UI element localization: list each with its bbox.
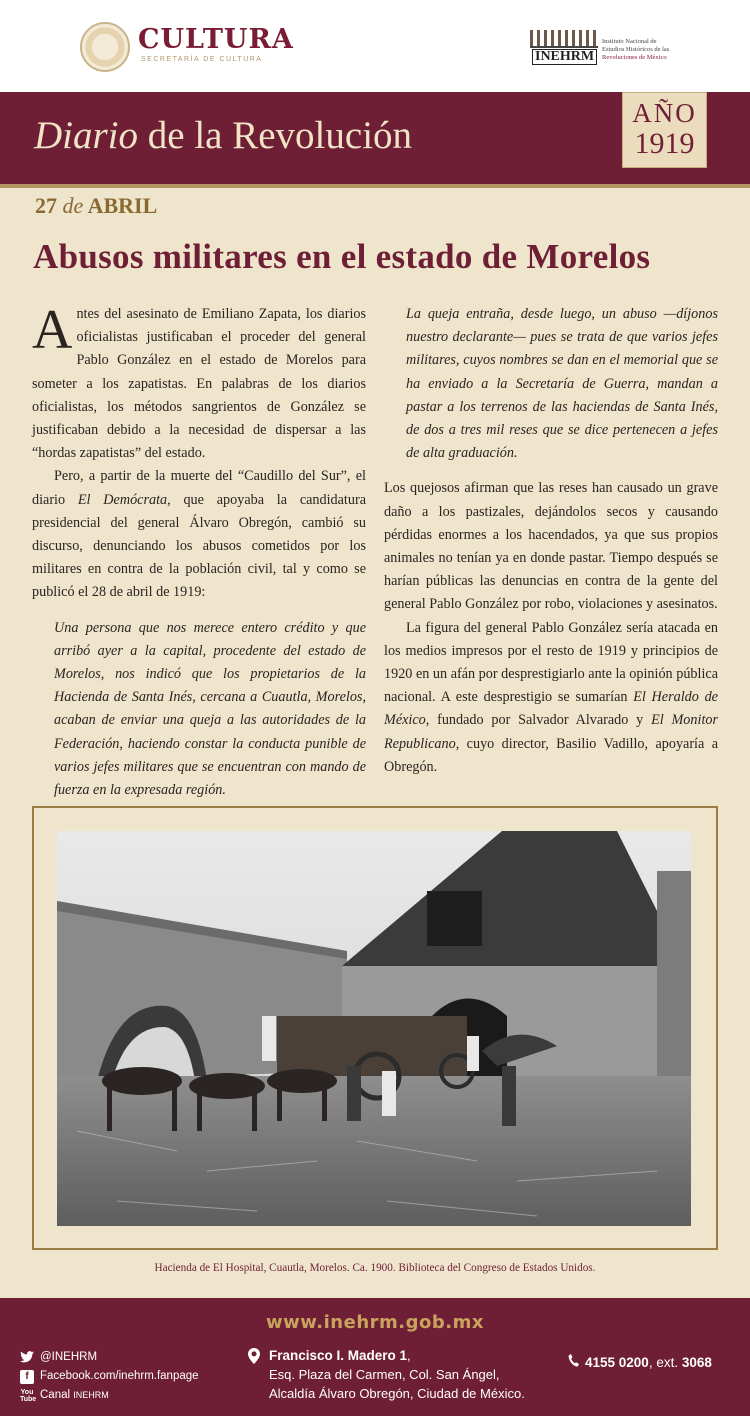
quote-2: La queja entraña, desde luego, un abuso —díjonos nuestro declarante— pues se trata de que varios jefes militares, cuyos nombres se dan en el memorial que se ha enviado a la Secretaría de Guerra, mandan a pastar a los terrenos de las haciendas de Santa Inés, de dos a tres mil reses que se dice pertenecen a jefes de alta graduación. bbox=[406, 306, 718, 462]
paragraph-4-c: , cuyo director, Basilio Vadillo, apoyaría a Obregón. bbox=[384, 735, 718, 775]
paragraph-3: Los quejosos afirman que las reses han causado un grave daño a los pastizales, dejándolos secos y causando pérdidas enormes a los hacendados, ya que sus propios animales no tenían ya en donde pastar. Tiempo después se harían públicas las denuncias en contra de la gente del general Pablo González por robo, violaciones y asesinatos. bbox=[384, 480, 718, 613]
paragraph-4-a: La figura del general Pablo González sería atacada en los medios impresos por el resto de 1919 y principios de 1920 en un afán por desprestigiarlo ante la opinión pública nacional. A este desprestigio se sumarían bbox=[384, 619, 718, 706]
cultura-logo-subtitle: SECRETARÍA DE CULTURA bbox=[141, 56, 263, 63]
newspaper-name: El Heraldo de México bbox=[384, 689, 718, 729]
facebook-url: Facebook.com/inehrm.fanpage bbox=[40, 1370, 199, 1382]
youtube-icon: You Tube bbox=[20, 1388, 37, 1403]
youtube-link[interactable] bbox=[20, 1386, 199, 1405]
phone-number[interactable] bbox=[568, 1354, 712, 1370]
phone-ext-label: , ext. bbox=[648, 1355, 679, 1370]
inehrm-line-3: Revoluciones de México bbox=[602, 54, 667, 61]
banner-divider bbox=[0, 184, 750, 188]
youtube-channel: INEHRM bbox=[73, 1390, 109, 1400]
building-icon bbox=[530, 30, 598, 48]
seal-icon bbox=[80, 22, 130, 72]
address-line-1: Francisco I. Madero 1, bbox=[269, 1348, 411, 1363]
twitter-link[interactable] bbox=[20, 1348, 199, 1367]
entry-date bbox=[35, 193, 157, 219]
location-pin-icon bbox=[248, 1348, 260, 1364]
facebook-link[interactable] bbox=[20, 1367, 199, 1386]
inehrm-description bbox=[602, 38, 712, 62]
youtube-label: Canal bbox=[40, 1389, 71, 1401]
newspaper-name: El Monitor Republicano bbox=[384, 712, 718, 752]
photo-caption: Hacienda de El Hospital, Cuautla, Morelos. Ca. 1900. Biblioteca del Congreso de Estados Unidos. bbox=[154, 1262, 596, 1274]
address-line-3: Alcaldía Álvaro Obregón, Ciudad de México. bbox=[269, 1386, 525, 1401]
phone-ext: 3068 bbox=[681, 1355, 712, 1370]
cultura-logo-text: CULTURA bbox=[138, 24, 294, 55]
paragraph-2-b: , que apoyaba la candidatura presidencial del general Álvaro Obregón, cambió su discurso, denunciando los abusos cometidos por los militares en contra de la población civil, tal y como se publicó el 28 de abril de 1919: bbox=[32, 491, 366, 601]
paragraph-1-text: ntes del asesinato de Emiliano Zapata, los diarios oficialistas justificaban el proceder del general Pablo González en el estado de Morelos para someter a los zapatistas. En palabras de los diarios oficialistas, los métodos sangrientos de González se justificaban debido a la necesidad de dispersar a las “hordas zapatistas” del estado. bbox=[32, 306, 366, 462]
article-column-2 bbox=[384, 303, 718, 779]
phone-icon bbox=[568, 1354, 579, 1370]
paragraph-4 bbox=[384, 617, 718, 779]
address-name: Francisco I. Madero 1 bbox=[269, 1348, 408, 1363]
publication-title-rest: de la Revolución bbox=[138, 114, 413, 157]
paragraph-2 bbox=[32, 465, 366, 604]
phone-main: 4155 0200 bbox=[585, 1355, 649, 1370]
quote-1: Una persona que nos merece entero crédito y que arribó ayer a la capital, procedente del estado de Morelos, nos indicó que los propietarios de la Hacienda de Santa Inés, cercana a Cuautla, Morelos, acaban de enviar una queja a las autoridades de la Federación, haciendo constar la conducta punible de varios jefes militares que se encuentran con mando de fuerza en la expresada región. bbox=[54, 619, 366, 799]
article-column-1 bbox=[32, 299, 366, 802]
newspaper-name: El Demócrata bbox=[77, 491, 168, 508]
hacienda-photo bbox=[57, 831, 691, 1226]
twitter-handle: @INEHRM bbox=[40, 1351, 98, 1363]
inehrm-logo bbox=[530, 30, 598, 64]
article-headline: Abusos militares en el estado de Morelos bbox=[33, 237, 651, 276]
year-value: 1919 bbox=[634, 127, 695, 160]
date-de: de bbox=[62, 193, 84, 218]
address bbox=[248, 1346, 525, 1403]
publication-title bbox=[34, 113, 412, 158]
year-label: AÑO bbox=[632, 98, 697, 128]
paragraph-2-a: Pero, a partir de la muerte del “Caudillo del Sur”, el diario bbox=[32, 468, 366, 508]
page-footer bbox=[0, 1298, 750, 1416]
date-month: ABRIL bbox=[87, 193, 158, 218]
drop-cap: A bbox=[32, 299, 73, 361]
inehrm-logo-text: INEHRM bbox=[532, 49, 597, 65]
website-link[interactable]: www.inehrm.gob.mx bbox=[266, 1312, 484, 1333]
inehrm-line-2: Estudios Históricos de las bbox=[602, 46, 670, 53]
publication-title-italic: Diario bbox=[34, 114, 139, 157]
address-line-2: Esq. Plaza del Carmen, Col. San Ángel, bbox=[269, 1367, 500, 1382]
date-day: 27 bbox=[35, 193, 57, 218]
inehrm-line-1: Instituto Nacional de bbox=[602, 38, 657, 45]
paragraph-4-b: , fundado por Salvador Alvarado y bbox=[425, 712, 652, 729]
twitter-icon bbox=[20, 1351, 34, 1365]
social-links bbox=[20, 1348, 199, 1405]
facebook-icon: f bbox=[20, 1370, 34, 1384]
paragraph-1 bbox=[32, 299, 366, 465]
year-box bbox=[622, 92, 707, 168]
